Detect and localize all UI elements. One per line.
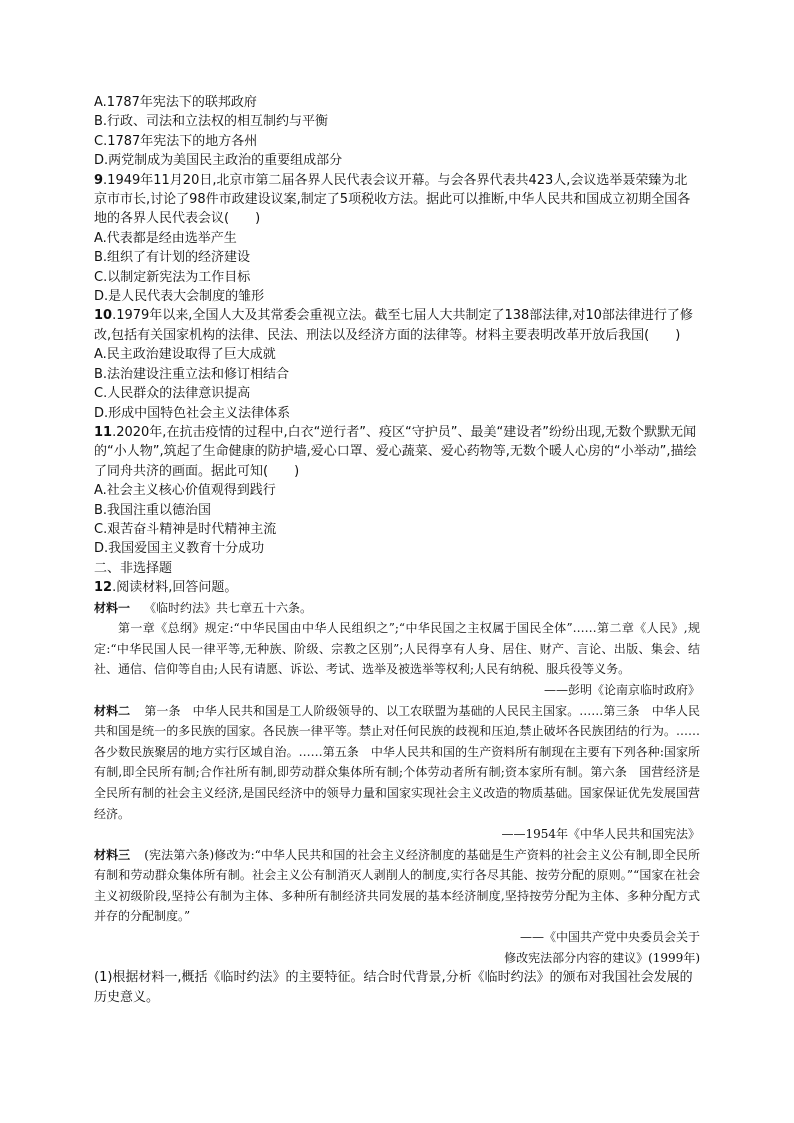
- q11-stem: [94, 423, 700, 481]
- q10-number: 10: [94, 308, 113, 324]
- q11-option-b: B.我国注重以德治国: [94, 502, 212, 518]
- question-9: [94, 171, 700, 307]
- q8-option-b: B.行政、司法和立法权的相互制约与平衡: [94, 114, 329, 130]
- q9-option-a: A.代表都是经由选举产生: [94, 230, 237, 246]
- material-1-intro-text: 《临时约法》共七章五十六条。: [144, 600, 313, 615]
- section-2-heading: 二、非选择题: [94, 560, 173, 576]
- exam-content: [94, 93, 700, 1007]
- material-3: [94, 845, 700, 969]
- material-1-intro: [94, 598, 700, 619]
- q10-option-c: C.人民群众的法律意识提高: [94, 386, 251, 402]
- question-12: [94, 578, 700, 1007]
- q12-number: 12: [94, 580, 113, 596]
- q10-option-a: A.民主政治建设取得了巨大成就: [94, 347, 276, 363]
- q9-number: 9: [94, 172, 104, 188]
- q12-sub-question-1: (1)根据材料一,概括《临时约法》的主要特征。结合时代背景,分析《临时约法》的颁布对我国社会发展的历史意义。: [94, 970, 693, 1005]
- material-2-body-text: 第一条 中华人民共和国是工人阶级领导的、以工农联盟为基础的人民民主国家。……第三条 中华人民共和国是统一的多民族的国家。各民族一律平等。禁止对任何民族的歧视和压迫,禁止破坏各民族团结的行为。……各少数民族聚居的地方实行区域自治。……第五条 中华人民共和国的生产资料所有制现在主要有下列各种:国家所有制,即全民所有制;合作社所有制,即劳动群众集体所有制;个体劳动者所有制;资本家所有制。第六条 国营经济是全民所有制的社会主义经济,是国民经济中的领导力量和国家实现社会主义改造的物质基础。国家保证优先发展国营经济。: [94, 703, 700, 821]
- material-3-source-line-1: ——《中国共产党中央委员会关于: [519, 930, 700, 945]
- material-3-body: [94, 845, 700, 927]
- q11-stem-text: .2020年,在抗击疫情的过程中,白衣“逆行者”、疫区“守护员”、最美“建设者”纷纷出现,无数个默默无闻的“小人物”,筑起了生命健康的防护墙,爱心口罩、爱心蔬菜、爱心药物等,无数个暖人心房的“小举动”,描绘了同舟共济的画面。据此可知( ): [94, 424, 697, 479]
- material-2: [94, 701, 700, 845]
- question-11: [94, 423, 700, 559]
- material-2-label: 材料二: [94, 703, 131, 718]
- q12-stem: [94, 578, 700, 597]
- q8-option-c: C.1787年宪法下的地方各州: [94, 133, 258, 149]
- q10-option-d: D.形成中国特色社会主义法律体系: [94, 405, 291, 421]
- q10-stem: [94, 306, 700, 345]
- q10-option-b: B.法治建设注重立法和修订相结合: [94, 366, 290, 382]
- material-3-source-line-2: 修改宪法部分内容的建议》(1999年): [504, 950, 700, 965]
- q8-option-a: A.1787年宪法下的联邦政府: [94, 95, 257, 110]
- material-3-label: 材料三: [94, 847, 131, 862]
- q11-option-a: A.社会主义核心价值观得到践行: [94, 483, 276, 499]
- q9-option-c: C.以制定新宪法为工作目标: [94, 269, 251, 285]
- material-1-source: ——彭明《论南京临时政府》: [543, 682, 700, 697]
- q9-option-d: D.是人民代表大会制度的雏形: [94, 289, 265, 305]
- q8-option-d: D.两党制成为美国民主政治的重要组成部分: [94, 153, 343, 169]
- q9-stem-text: .1949年11月20日,北京市第二届各界人民代表会议开幕。与会各界代表共423人,会议选举聂荣臻为北京市市长,讨论了98件市政建设议案,制定了5项税收方法。据此可以推断,中华人民共和国成立初期全国各地的各界人民代表会议( ): [94, 172, 691, 227]
- material-2-body: [94, 701, 700, 825]
- q11-number: 11: [94, 424, 113, 440]
- q11-option-c: C.艰苦奋斗精神是时代精神主流: [94, 521, 277, 537]
- q9-stem: [94, 171, 700, 229]
- material-1: [94, 598, 700, 701]
- material-2-source: ——1954年《中华人民共和国宪法》: [501, 827, 700, 842]
- question-10: [94, 306, 700, 422]
- q9-option-b: B.组织了有计划的经济建设: [94, 250, 251, 266]
- material-1-body: 第一章《总纲》规定:“中华民国由中华人民组织之”;“中华民国之主权属于国民全体”……第二章《人民》,规定:“中华民国人民一律平等,无种族、阶级、宗教之区别”;人民得享有人身、居住、财产、言论、出版、集会、结社、通信、信仰等自由;人民有请愿、诉讼、考试、选举及被选举等权利;人民有纳税、服兵役等义务。: [94, 621, 700, 677]
- q11-option-d: D.我国爱国主义教育十分成功: [94, 541, 265, 557]
- material-1-label: 材料一: [94, 600, 131, 615]
- material-3-body-text: (宪法第六条)修改为:“中华人民共和国的社会主义经济制度的基础是生产资料的社会主义公有制,即全民所有制和劳动群众集体所有制。社会主义公有制消灭人剥削人的制度,实行各尽其能、按劳分配的原则。”“国家在社会主义初级阶段,坚持公有制为主体、多种所有制经济共同发展的基本经济制度,坚持按劳分配为主体、多种分配方式并存的分配制度。”: [94, 847, 700, 924]
- q8-options: [94, 93, 700, 171]
- q12-stem-text: .阅读材料,回答问题。: [112, 580, 238, 596]
- q10-stem-text: .1979年以来,全国人大及其常委会重视立法。截至七届人大共制定了138部法律,对10部法律进行了修改,包括有关国家机构的法律、民法、刑法以及经济方面的法律等。材料主要表明改革开放后我国( ): [94, 308, 693, 343]
